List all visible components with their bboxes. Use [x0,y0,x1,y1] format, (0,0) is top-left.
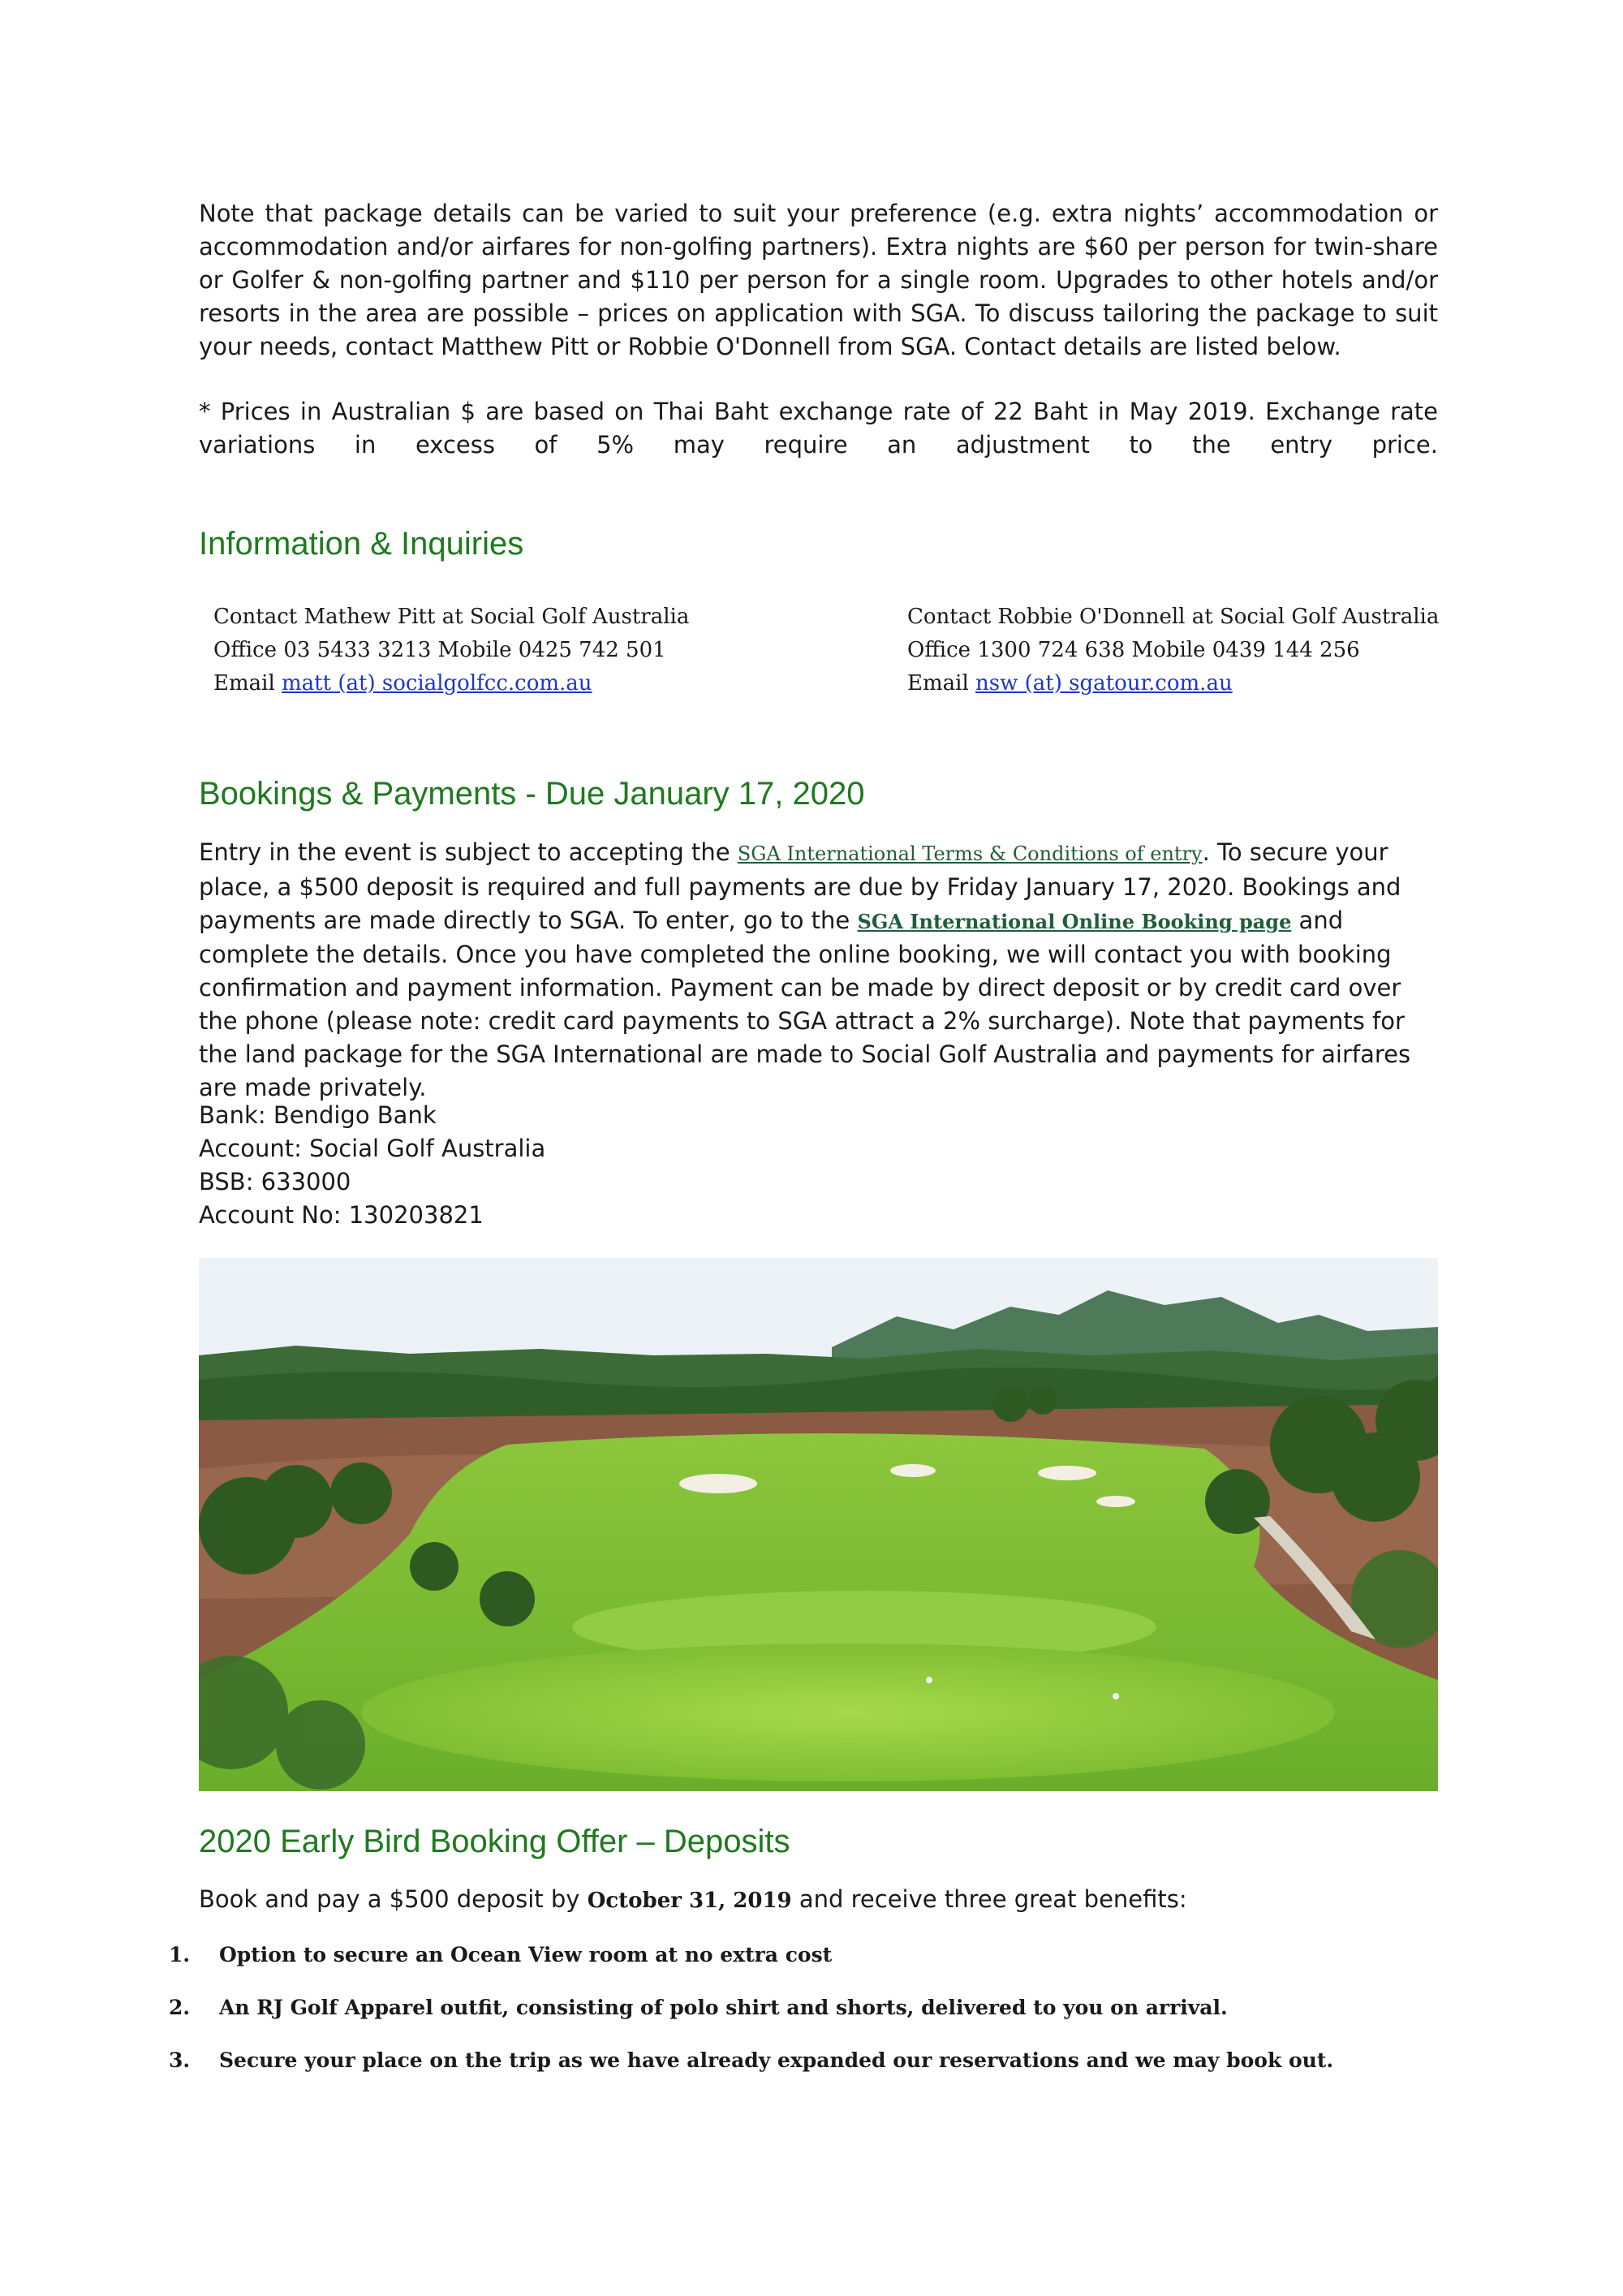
list-text: Option to secure an Ocean View room at no extra cost [219,1943,833,1966]
booking-text-a: Entry in the event is subject to accepting the [199,838,738,866]
contact-phone-line: Office 1300 724 638 Mobile 0439 144 256 [907,638,1360,662]
list-item [0,1938,1380,1991]
early-bird-intro [199,1883,1187,1918]
contact-email-line [213,667,733,700]
list-number: 1. [169,1943,191,1966]
intro-text-b: and receive three great benefits: [791,1885,1187,1913]
golf-course-photo [199,1258,1438,1791]
booking-paragraph [199,836,1438,1105]
package-note-paragraph: Note that package details can be varied to suit your preference (e.g. extra nights’ accommodation or accommodation and/or airfares for non-golfing partners). Extra nights are $60 per person for twin-share or Golfer & non-golfing partner and $110 per person for a single room. Upgrades to other hotels and/or resorts in the area are possible – prices on application with SGA. To discuss tailoring the package to suit your needs, contact Matthew Pitt or Robbie O'Donnell from SGA. Contact details are listed below. [199,200,1438,360]
benefits-list [0,1938,1380,2096]
email-link-nsw[interactable]: nsw (at) sgatour.com.au [975,671,1233,696]
bank-name: Bank: Bendigo Bank [199,1101,437,1129]
list-number: 3. [169,2048,191,2072]
booking-text-c: and complete the details. Once you have completed the online booking, we will contact you with booking confirmation and payment information. Payment can be made by direct deposit or by credit card over the phone (please note: credit card payments to SGA attract a 2% surcharge). Note that payments for the land package for the SGA International are made to Social Golf Australia and payments for airfares are made privately. [199,907,1411,1101]
terms-conditions-link[interactable]: SGA International Terms & Conditions of entry [737,842,1203,865]
contact-phone-line: Office 03 5433 3213 Mobile 0425 742 501 [213,638,666,662]
list-item [0,1991,1380,2044]
bookings-heading: Bookings & Payments - Due January 17, 2020 [199,776,865,812]
bank-bsb: BSB: 633000 [199,1168,351,1195]
early-bird-heading: 2020 Early Bird Booking Offer – Deposits [199,1824,790,1859]
golf-course-illustration [199,1258,1438,1791]
contact-name-line: Contact Robbie O'Donnell at Social Golf Australia [907,605,1440,629]
list-text: Secure your place on the trip as we have already expanded our reservations and we may book out. [219,2048,1334,2072]
prices-note-paragraph: * Prices in Australian $ are based on Thai Baht exchange rate of 22 Baht in May 2019. Exchange rate variations in excess of 5% may require an adjustment to the entry price. [199,398,1438,459]
bank-details [199,1099,545,1232]
contact-email-line [907,667,1427,700]
bank-account-name: Account: Social Golf Australia [199,1135,546,1162]
email-label: Email [907,671,976,696]
contact-block-robbie [907,601,1440,700]
email-label: Email [213,671,282,696]
booking-text-b: . To secure your place, a $500 deposit is required and full payments are due by Friday January 17, 2020. Bookings and payments are made directly to SGA. To enter, go to the [199,838,1401,934]
bank-account-number: Account No: 130203821 [199,1201,484,1229]
email-link-matt[interactable]: matt (at) socialgolfcc.com.au [282,671,592,696]
online-booking-link[interactable]: SGA International Online Booking page [857,910,1292,933]
list-item [0,2044,1380,2096]
information-heading: Information & Inquiries [199,526,524,562]
booking-paragraph-block [199,836,1438,1105]
intro-deadline-date: October 31, 2019 [587,1889,792,1913]
list-text: An RJ Golf Apparel outfit, consisting of polo shirt and shorts, delivered to you on arrival. [219,1996,1228,2019]
list-number: 2. [169,1996,191,2019]
intro-text-a: Book and pay a $500 deposit by [199,1885,588,1913]
contact-name-line: Contact Mathew Pitt at Social Golf Australia [213,605,690,629]
contact-block-matthew [213,601,733,700]
